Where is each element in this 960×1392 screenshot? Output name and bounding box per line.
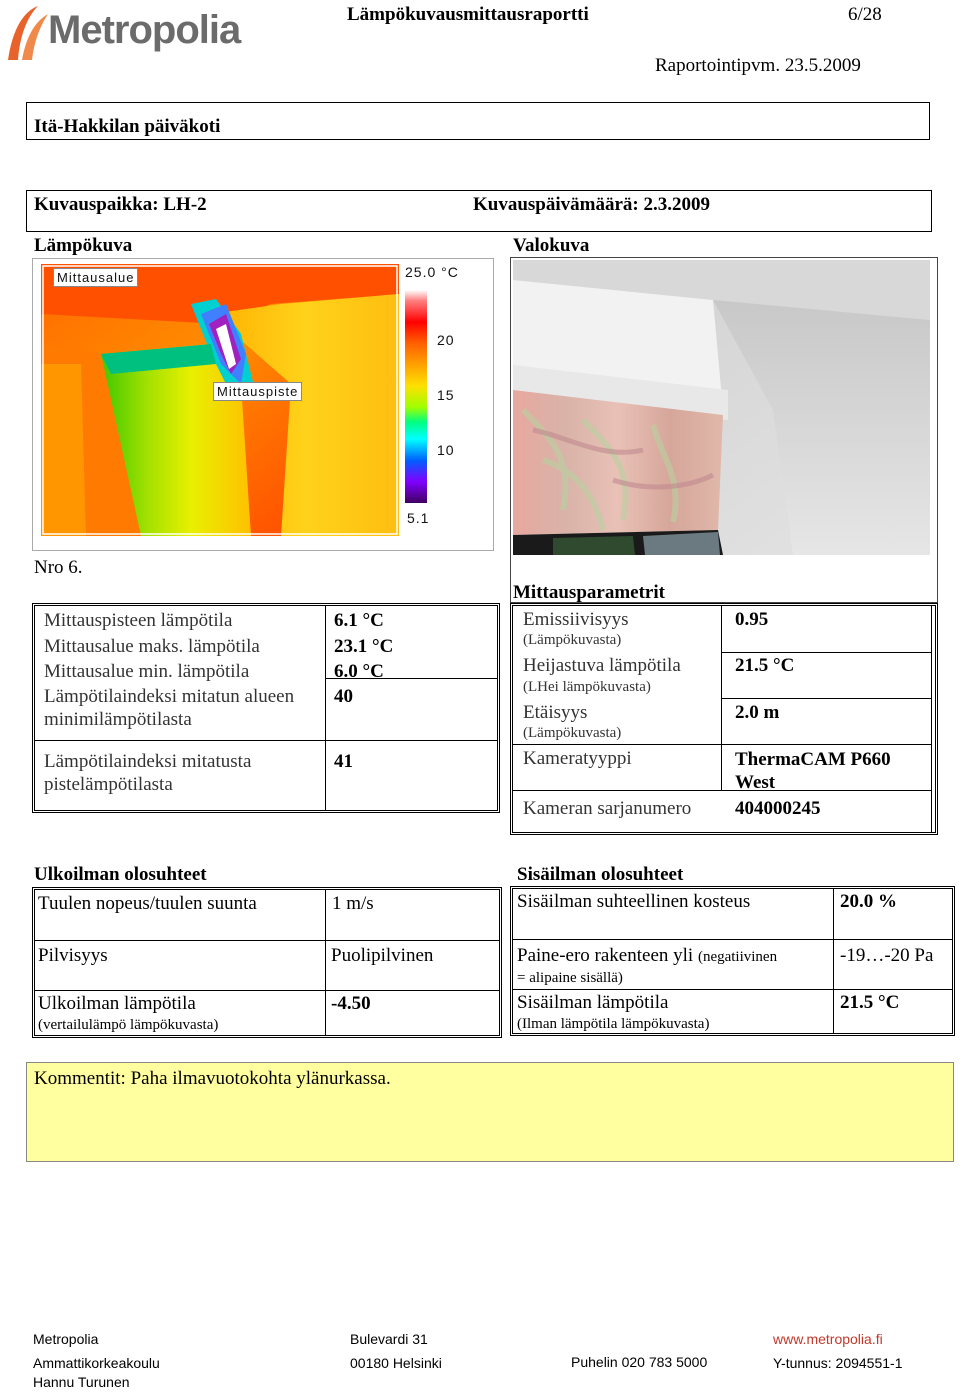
pressure-value: -19…-20 Pa <box>840 945 934 966</box>
report-date: Raportointipvm. 23.5.2009 <box>655 55 861 76</box>
site-box <box>26 102 930 140</box>
comments-box <box>26 1062 954 1162</box>
date-label: Kuvauspäivämäärä: 2.3.2009 <box>473 194 710 215</box>
param-value-4: ThermaCAM P660 West <box>735 749 891 793</box>
measurement-label-4: Lämpötilaindeksi mitatun alueen minimilämpötilasta <box>44 686 295 730</box>
report-title: Lämpökuvausmittausraportti <box>347 4 589 25</box>
photo-image <box>513 260 930 555</box>
param-sub-1: (Lämpökuvasta) <box>523 632 622 648</box>
thermal-color-scale <box>405 290 427 503</box>
measurement-label-1: Mittauspisteen lämpötila <box>44 610 233 631</box>
page-number: 6/28 <box>848 4 882 25</box>
area-tag: Mittausalue <box>53 268 138 287</box>
measurement-value-2: 23.1 °C <box>334 636 394 657</box>
point-tag: Mittauspiste <box>213 382 302 401</box>
param-label-5: Kameran sarjanumero <box>523 798 692 819</box>
footer-author: Hannu Turunen <box>33 1374 130 1390</box>
pressure-sub2: = alipaine sisällä) <box>517 970 623 986</box>
footer-business-id: Y-tunnus: 2094551-1 <box>773 1355 903 1371</box>
measurement-label-3: Mittausalue min. lämpötila <box>44 661 250 682</box>
footer-street: Bulevardi 31 <box>350 1331 428 1347</box>
measurement-label-2: Mittausalue maks. lämpötila <box>44 636 260 657</box>
param-sub-3: (Lämpökuvasta) <box>523 725 622 741</box>
indoor-temp-label: Sisäilman lämpötila <box>517 992 669 1013</box>
footer-org-name: Metropolia <box>33 1331 99 1347</box>
footer-phone: Puhelin 020 783 5000 <box>571 1354 708 1370</box>
logo-swoosh-icon <box>4 2 52 64</box>
footer-org-type: Ammattikorkeakoulu <box>33 1355 160 1371</box>
comments-text: Kommentit: Paha ilmavuotokohta ylänurkassa. <box>34 1068 391 1089</box>
scale-tick-20: 20 <box>437 332 455 348</box>
footer-contact <box>773 1330 902 1373</box>
param-label-3: Etäisyys <box>523 702 588 723</box>
location-box <box>26 190 932 232</box>
scale-min-label: 5.1 <box>407 510 430 526</box>
measurement-label-5: Lämpötilaindeksi mitatusta pistelämpötilasta <box>44 751 252 795</box>
cloud-value: Puolipilvinen <box>331 945 434 966</box>
indoor-temp-sub: (Ilman lämpötila lämpökuvasta) <box>517 1016 710 1032</box>
outdoor-temp-sub: (vertailulämpö lämpökuvasta) <box>38 1017 219 1033</box>
wind-value: 1 m/s <box>332 893 374 914</box>
indoor-title: Sisäilman olosuhteet <box>517 864 684 885</box>
site-name: Itä-Hakkilan päiväkoti <box>34 116 221 137</box>
footer-address <box>350 1330 442 1373</box>
location-label: Kuvauspaikka: LH-2 <box>34 194 207 215</box>
indoor-temp-value: 21.5 °C <box>840 992 900 1013</box>
pressure-label-text: Paine-ero rakenteen yli <box>517 945 694 966</box>
param-value-3: 2.0 m <box>735 702 780 723</box>
pressure-sub1: (negatiivinen <box>697 949 778 965</box>
measurement-value-3: 6.0 °C <box>334 661 384 682</box>
outdoor-title: Ulkoilman olosuhteet <box>34 864 207 885</box>
param-value-2: 21.5 °C <box>735 655 795 676</box>
humidity-label: Sisäilman suhteellinen kosteus <box>517 891 751 912</box>
cloud-label: Pilvisyys <box>38 945 108 966</box>
outdoor-temp-label: Ulkoilman lämpötila <box>38 993 196 1014</box>
measurement-value-4: 40 <box>334 686 353 707</box>
param-value-5: 404000245 <box>735 798 821 819</box>
photo-label: Valokuva <box>513 235 590 256</box>
scale-tick-15: 15 <box>437 387 455 403</box>
scale-max-label: 25.0 °C <box>405 264 459 280</box>
param-label-4: Kameratyyppi <box>523 748 632 769</box>
measurement-value-1: 6.1 °C <box>334 610 384 631</box>
scale-tick-10: 10 <box>437 442 455 458</box>
footer-org <box>33 1330 160 1392</box>
param-label-1: Emissiivisyys <box>523 609 629 630</box>
param-label-2: Heijastuva lämpötila <box>523 655 681 676</box>
image-number: Nro 6. <box>34 557 83 578</box>
metropolia-logo <box>4 2 266 64</box>
pressure-label <box>517 945 777 967</box>
footer-website-link[interactable]: www.metropolia.fi <box>773 1331 883 1347</box>
wind-label: Tuulen nopeus/tuulen suunta <box>38 893 257 914</box>
param-sub-2: (LHei lämpökuvasta) <box>523 679 651 695</box>
footer-city: 00180 Helsinki <box>350 1355 442 1371</box>
thermal-image <box>41 264 399 536</box>
humidity-value: 20.0 % <box>840 891 897 912</box>
measurement-value-5: 41 <box>334 751 353 772</box>
logo-text: Metropolia <box>48 8 241 52</box>
param-value-1: 0.95 <box>735 609 769 630</box>
params-title: Mittausparametrit <box>513 582 665 603</box>
thermal-label: Lämpökuva <box>34 235 133 256</box>
outdoor-temp-value: -4.50 <box>331 993 371 1014</box>
